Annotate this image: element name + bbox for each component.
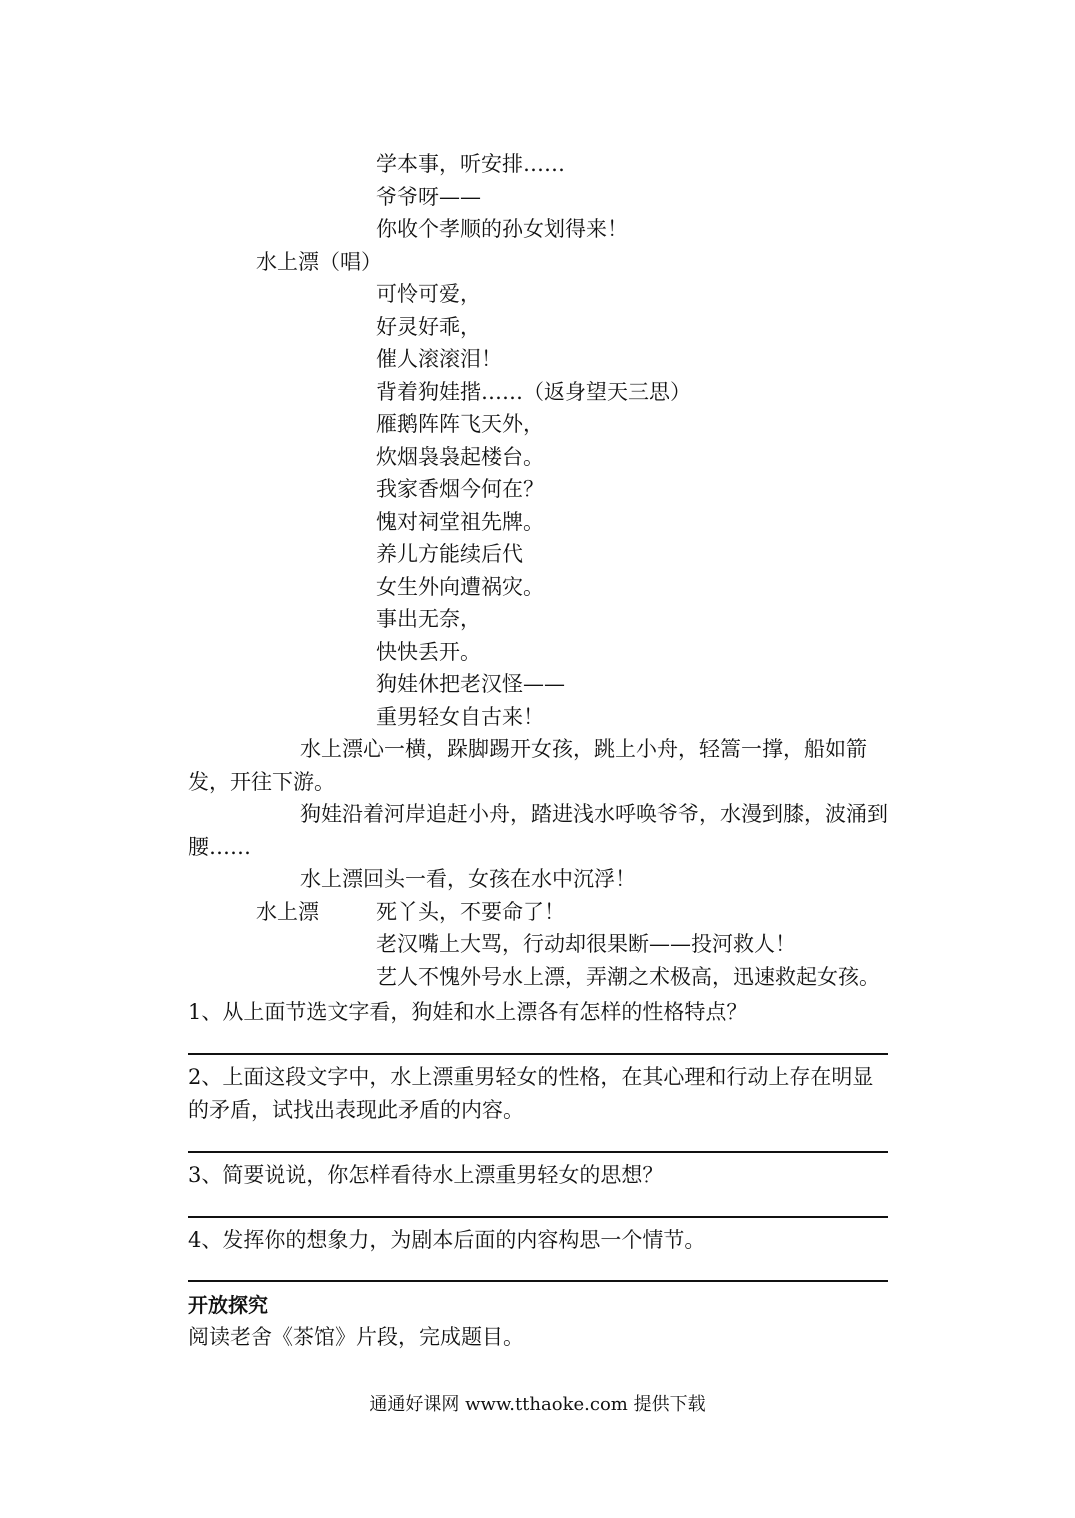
- section-heading: 开放探究: [188, 1293, 268, 1317]
- answer-line[interactable]: [188, 1053, 888, 1055]
- question-text: 1、从上面节选文字看，狗娃和水上漂各有怎样的性格特点？: [188, 1000, 748, 1024]
- question-text: 3、简要说说，你怎样看待水上漂重男轻女的思想？: [188, 1163, 664, 1187]
- verse-line: 可怜可爱，: [376, 282, 481, 306]
- narration-line: 老汉嘴上大骂，行动却很果断——投河救人！: [376, 932, 796, 956]
- section-intro: 阅读老舍《茶馆》片段，完成题目。: [188, 1325, 524, 1349]
- question-2: [188, 1061, 888, 1126]
- verse-line: 好灵好乖，: [376, 314, 481, 339]
- verse-line: 重男轻女自古来！: [376, 704, 544, 729]
- verse-line: 女生外向遭祸灾。: [376, 574, 544, 599]
- verse-line: 雁鹅阵阵飞天外，: [376, 412, 544, 436]
- verse-line: 快快丢开。: [376, 639, 481, 664]
- question-text: 2、上面这段文字中，水上漂重男轻女的性格，在其心理和行动上存在明显的矛盾，试找出表现此矛盾的内容。: [188, 1065, 874, 1122]
- verse-line: 学本事，听安排……: [376, 152, 565, 176]
- dialogue-text: 死丫头，不要命了！: [376, 899, 565, 924]
- verse-line: 狗娃休把老汉怪——: [376, 672, 565, 696]
- answer-line[interactable]: [188, 1216, 888, 1218]
- verse-line: 炊烟袅袅起楼台。: [376, 444, 544, 469]
- verse-line: 你收个孝顺的孙女划得来！: [376, 217, 628, 241]
- narration-line: 艺人不愧外号水上漂，弄潮之术极高，迅速救起女孩。: [376, 964, 880, 989]
- narration-paragraph: 狗娃沿着河岸追赶小舟，踏进浅水呼唤爷爷，水漫到膝，波涌到腰……: [188, 802, 888, 859]
- narration-paragraph: 水上漂回头一看，女孩在水中沉浮！: [300, 867, 636, 891]
- verse-line: 背着狗娃揩……（返身望天三思）: [376, 379, 691, 404]
- verse-line: 爷爷呀——: [376, 184, 481, 209]
- verse-line: 养儿方能续后代: [376, 542, 523, 566]
- question-3: [188, 1159, 888, 1192]
- question-4: [188, 1224, 888, 1257]
- dialogue-line: [188, 896, 888, 929]
- verse-line: 催人滚滚泪！: [376, 347, 502, 371]
- answer-line[interactable]: [188, 1151, 888, 1153]
- question-text: 4、发挥你的想象力，为剧本后面的内容构思一个情节。: [188, 1228, 706, 1252]
- verse-block-a: [188, 148, 888, 993]
- verse-line: 事出无奈，: [376, 607, 481, 631]
- question-1: [188, 996, 888, 1029]
- verse-line: 我家香烟今何在？: [376, 477, 544, 501]
- dialogue-speaker: 水上漂: [256, 899, 319, 924]
- speaker-label: 水上漂（唱）: [256, 249, 382, 274]
- narration-paragraph: 水上漂心一横，跺脚踢开女孩，跳上小舟，轻篙一撑，船如箭发，开往下游。: [188, 737, 867, 794]
- answer-line[interactable]: [188, 1280, 888, 1282]
- verse-line: 愧对祠堂祖先牌。: [376, 509, 544, 534]
- page-footer: 通通好课网 www.tthaoke.com 提供下载: [369, 1394, 706, 1415]
